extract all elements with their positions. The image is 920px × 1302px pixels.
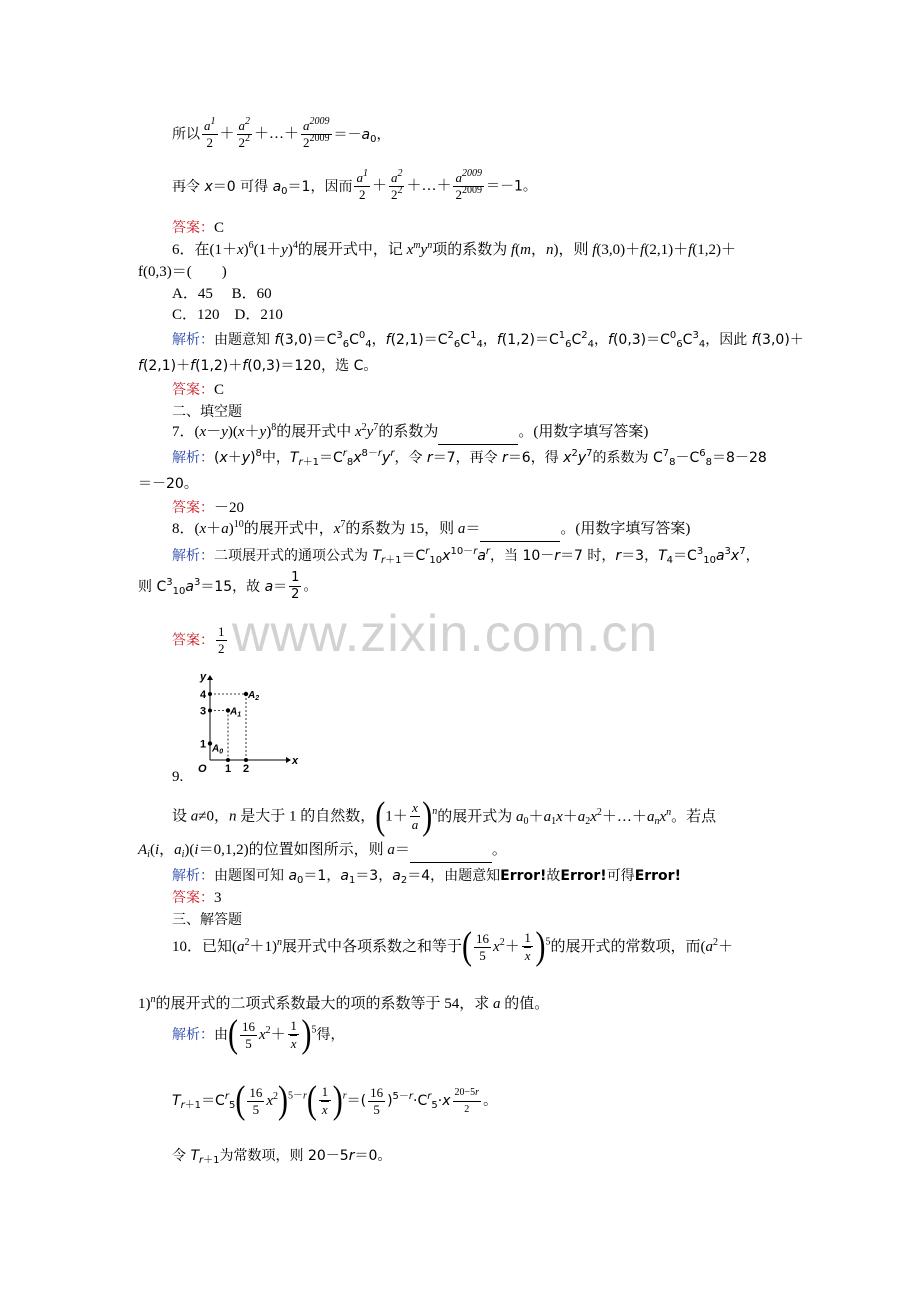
q9-coordinate-figure [170,668,300,778]
y-axis-label: y [200,671,207,683]
frac-a2-22: $\frac{a^2}{2^2}$ [238,116,251,150]
answer-6: 答案：C [172,382,225,398]
point-label-a0: $A_0$ [212,743,224,756]
answer-8: 答案： $\frac{1}{2}$ [172,624,225,656]
x-tick-label: 2 [243,763,250,775]
x-axis-label: x [292,755,299,767]
point-label-a2: $A_2$ [248,690,260,702]
frac-a2009: $\frac{a^{2009}}{2^{2009}}$ [303,116,330,150]
q10-line1: 10．已知$(a^2+1)^n$展开式中各项系数之和等于( $\frac{16}{5}$ $x^2+$ $\frac{1}{x}$ )$^5$的展开式的常数项，而($a^2+$ [172,924,733,968]
q10-line2: 1)$^n$的展开式的二项式系数最大的项的系数等于 54，求 a 的值。 [138,994,550,1012]
answer-9: 答案：3 [172,890,222,906]
q6-options-1: A．45 B．60 [172,286,272,302]
watermark: www.zixin.com.cn [232,605,659,663]
q7-solution-1: 解析：$(x+y)^8$中，$T_{r+1}=C^r_8x^{8-r}y^r$，令 r＝7，再令 r＝6，得 $x^2y^7$的系数为 $C^7_8-C^6_8=8-28$ [172,448,767,468]
line-zailing: 再令 x＝0 可得 $a_0=1$，因而 $\frac{a^1}{2}$ ＋ $\frac{a^2}{2^2}$ ＋…＋ $\frac{a^{2009}}{2^{2009}}$ ＝－1。 [172,168,537,202]
q8-blank[interactable] [480,521,560,542]
q7-blank[interactable] [438,424,518,445]
q8-solution-2: 则 $C^3_{10}a^3=15$，故 a＝ $\frac{1}{2}$ 。 [138,570,318,602]
q7-line: 7．$(x-y)(x+y)^8$的展开式中 $x^2y^7$的系数为 。(用数字填写答案) [172,422,648,445]
q6-solution-2: f(2,1)＋f(1,2)＋f(0,3)＝120，选 C。 [138,358,378,374]
q10-solution-1: 解析：由( $\frac{16}{5}$ $x^2+$ $\frac{1}{x}$ )$^5$得， [172,1012,345,1056]
q9-line1: 设 a≠0，n 是大于 1 的自然数，(1＋ $\frac{x}{a}$ )$^n$的展开式为 $a_0+a_1x+a_2x^2+\dots+a_nx^n$。若点 [172,794,717,838]
origin-label: O [198,763,207,775]
x-tick-label: 1 [225,763,232,775]
q9-line2: $A_i(i$，$a_i)(i=0,1,2)$的位置如图所示，则 a＝ 。 [138,840,507,863]
x-axis-dot [244,758,248,762]
q8-solution-1: 解析：二项展开式的通项公式为 $T_{r+1}=C^r_{10}x^{10-r}a^r$，当 10－r＝7 时，r＝3，$T_4=C^3_{10}a^3x^7$， [172,546,760,566]
y-tick-label: 4 [200,689,207,701]
x-axis-arrow-icon [286,757,291,763]
answer-8-fraction: $\frac{1}{2}$ [218,624,225,656]
answer-5: 答案：C [172,220,225,236]
y-axis-arrow-icon [207,675,213,680]
q6-line2: f(0,3)＝( ) [138,264,227,280]
line-suoyi: 所以 $\frac{a^1}{2}$ ＋ $\frac{a^2}{2^2}$ ＋…＋ $\frac{a^{2009}}{2^{2009}}$ $=-a_0$， [172,116,391,150]
q10-solution-2: $T_{r+1}=C^r_5$( $\frac{16}{5}$ $x^2)^{5-r}$( $\frac{1}{x}$ )$^r$＝( $\frac{16}{5}$ )$^{5-r}\cdot C^r_5\cdot x$ $\frac{20-5r}{2}$ 。 [172,1078,498,1122]
y-tick-label: 3 [200,705,207,718]
section-2-heading: 二、填空题 [172,404,242,420]
q9-number: 9. [172,769,184,785]
point-label-a1: $A_1$ [230,706,242,719]
section-3-heading: 三、解答题 [172,912,242,928]
suoyi-text: 所以 [172,126,200,143]
y-tick-label: 1 [200,738,207,751]
x-axis-dot [226,758,230,762]
q6-options-2: C．120 D．210 [172,307,283,323]
y-axis-dot [208,692,212,696]
y-axis-dot [208,709,212,713]
q9-blank[interactable] [410,842,492,863]
answer-7: 答案：－20 [172,500,245,516]
q8-line: 8．$(x+a)^{10}$的展开式中，$x^7$的系数为 15，则 a＝ 。(用数字填写答案) [172,519,690,542]
q10-solution-3: 令 $T_{r+1}$为常数项，则 20－5r＝0。 [172,1148,392,1166]
frac-a1-2: $\frac{a^1}{2}$ [204,116,216,150]
q9-solution: 解析：由题图可知 $a_0=1$，$a_1=3$，$a_2=4$，由题意知Error!故Error!可得Error! [172,868,681,886]
q6-solution-1: 解析：由题意知 $f(3,0)=C^3_6C^0_4$，$f(2,1)=C^2_6C^1_4$，$f(1,2)=C^1_6C^2_4$，$f(0,3)=C^0_6C^3_4$，因此 f(3,0)＋ [172,330,804,350]
q7-solution-2: ＝－20。 [138,476,198,492]
q6-line1: 6．在$(1+x)^6(1+y)^4$的展开式中，记 $x^my^n$项的系数为 f(m，n)，则 f(3,0)＋f(2,1)＋f(1,2)＋ [172,240,736,258]
